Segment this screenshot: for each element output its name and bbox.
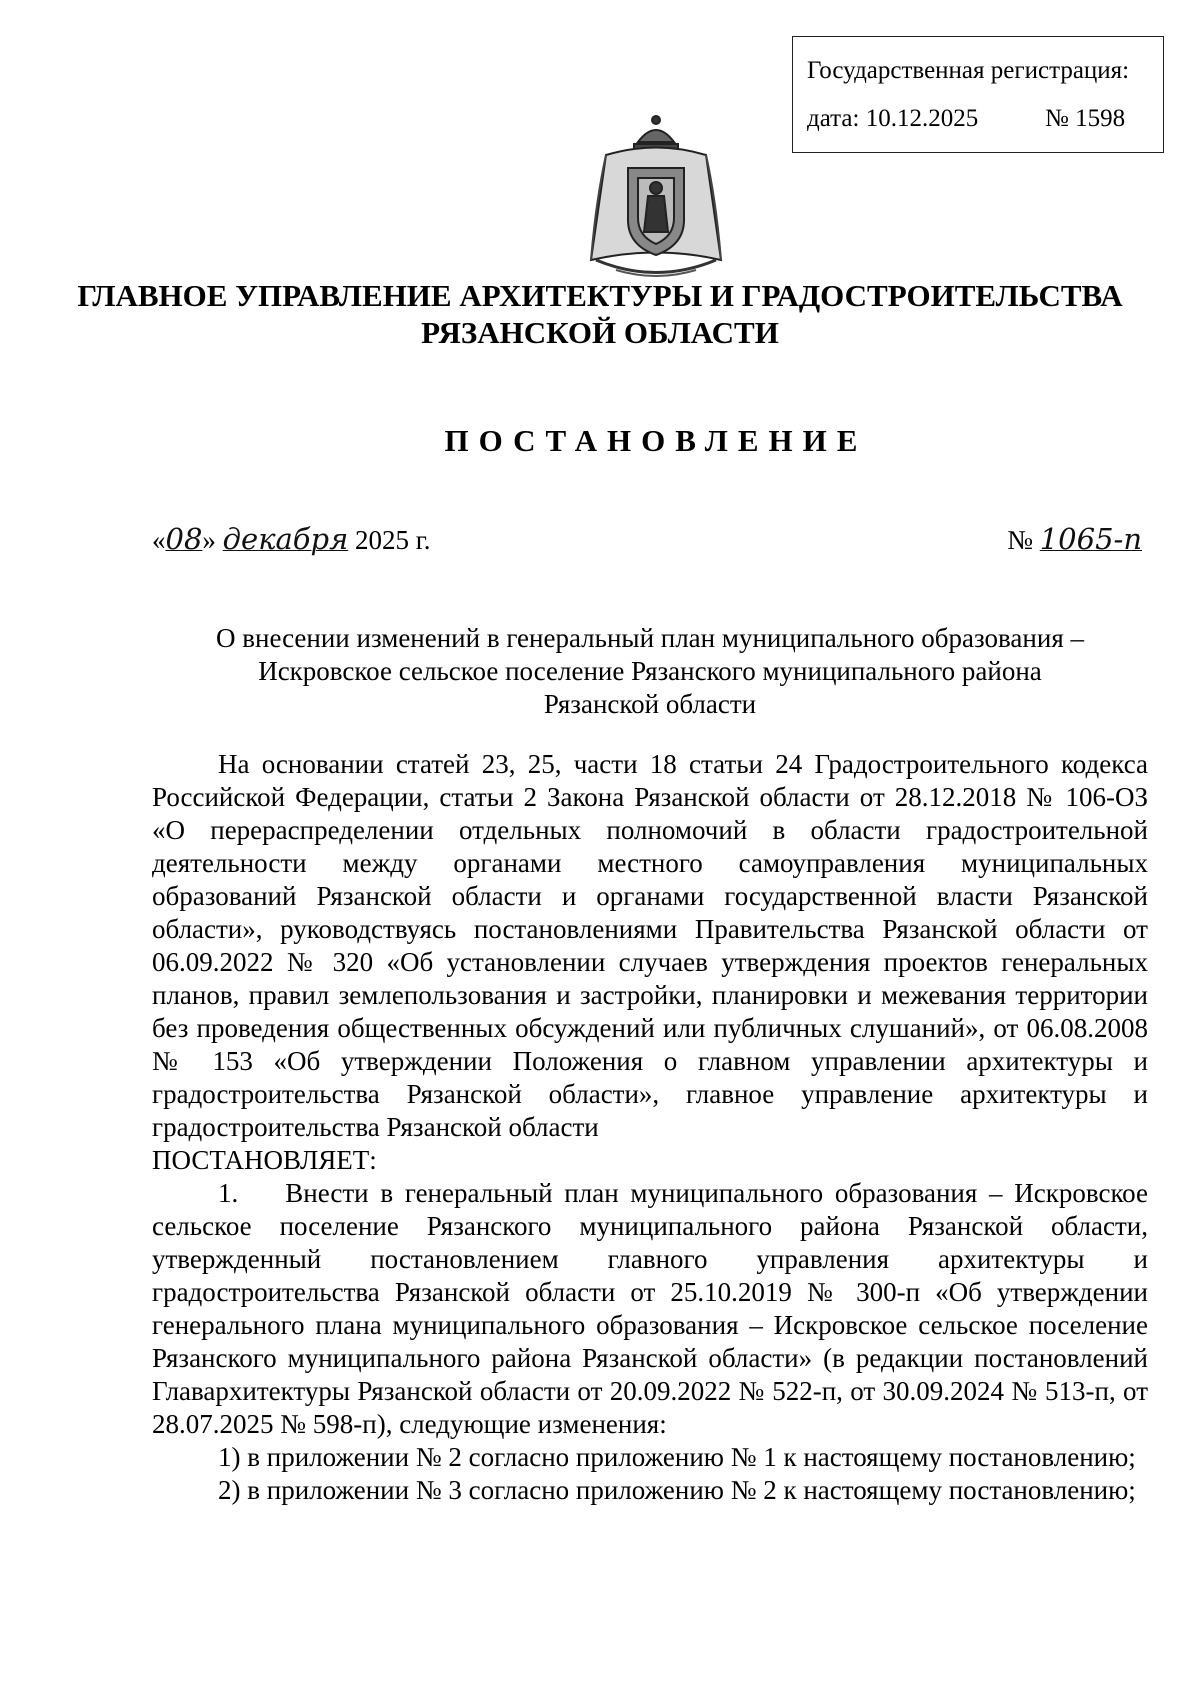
subject-line-2: Искровское сельское поселение Рязанского муниципального района	[258, 656, 1042, 686]
number-value: 1065-п	[1039, 522, 1142, 556]
date-year: 2025 г.	[355, 525, 431, 555]
agency-name-line2: РЯЗАНСКОЙ ОБЛАСТИ	[421, 315, 779, 350]
subject-line-1: О внесении изменений в генеральный план муниципального образования –	[216, 623, 1084, 653]
registration-title: Государственная регистрация:	[807, 57, 1130, 84]
date-close-quote: »	[202, 525, 216, 555]
document-type-title: ПОСТАНОВЛЕНИЕ	[444, 423, 868, 458]
subitem-2-paragraph: 2) в приложении № 3 согласно приложению № 2 к настоящему постановлению;	[218, 1475, 1136, 1505]
document-subject	[130, 622, 1170, 721]
date-month: декабря	[222, 522, 349, 556]
item-1-paragraph: 1. Внести в генеральный план муниципального образования – Искровское сельское поселение Рязанского муниципального района Рязанской области, утвержденный постановлением главного управления архитектуры и градостроительства Рязанской области от 25.10.2019 № 300-п «Об утверждении генерального плана муниципального образования – Искровское сельское поселение Рязанского муниципального района Рязанской области» (в редакции постановлений Главархитектуры Рязанской области от 20.09.2022 № 522-п, от 30.09.2024 № 513-п, от 28.07.2025 № 598-п), следующие изменения:	[152, 1178, 1148, 1439]
document-body	[152, 748, 1148, 1507]
decree-word: ПОСТАНОВЛЯЕТ:	[152, 1145, 377, 1175]
coat-of-arms-icon	[576, 110, 736, 285]
registration-number: № 1598	[1045, 105, 1126, 132]
date-open-quote: «	[152, 525, 166, 555]
registration-stamp	[792, 36, 1164, 153]
date-day: 08	[165, 522, 203, 556]
subitem-1-paragraph: 1) в приложении № 2 согласно приложению № 1 к настоящему постановлению;	[218, 1442, 1136, 1472]
agency-name-line1: ГЛАВНОЕ УПРАВЛЕНИЕ АРХИТЕКТУРЫ И ГРАДОСТРОИТЕЛЬСТВА	[77, 278, 1123, 313]
preamble-paragraph: На основании статей 23, 25, части 18 статьи 24 Градостроительного кодекса Российской Федерации, статьи 2 Закона Рязанской области от 28.12.2018 № 106-ОЗ «О перераспределении отдельных полномочий в области градостроительной деятельности между органами местного самоуправления муниципальных образований Рязанской области и органами государственной власти Рязанской области», руководствуясь постановлениями Правительства Рязанской области от 06.09.2022 № 320 «Об установлении случаев утверждения проектов генеральных планов, правил землепользования и застройки, планировки и межевания территории без проведения общественных обсуждений или публичных слушаний», от 06.08.2008 № 153 «Об утверждении Положения о главном управлении архитектуры и градостроительства Рязанской области», главное управление архитектуры и градостроительства Рязанской области	[152, 749, 1148, 1142]
document-number	[1007, 522, 1142, 556]
registration-date: дата: 10.12.2025	[807, 105, 979, 132]
subject-line-3: Рязанской области	[543, 689, 757, 719]
document-date	[152, 522, 431, 556]
number-prefix: №	[1007, 525, 1033, 555]
